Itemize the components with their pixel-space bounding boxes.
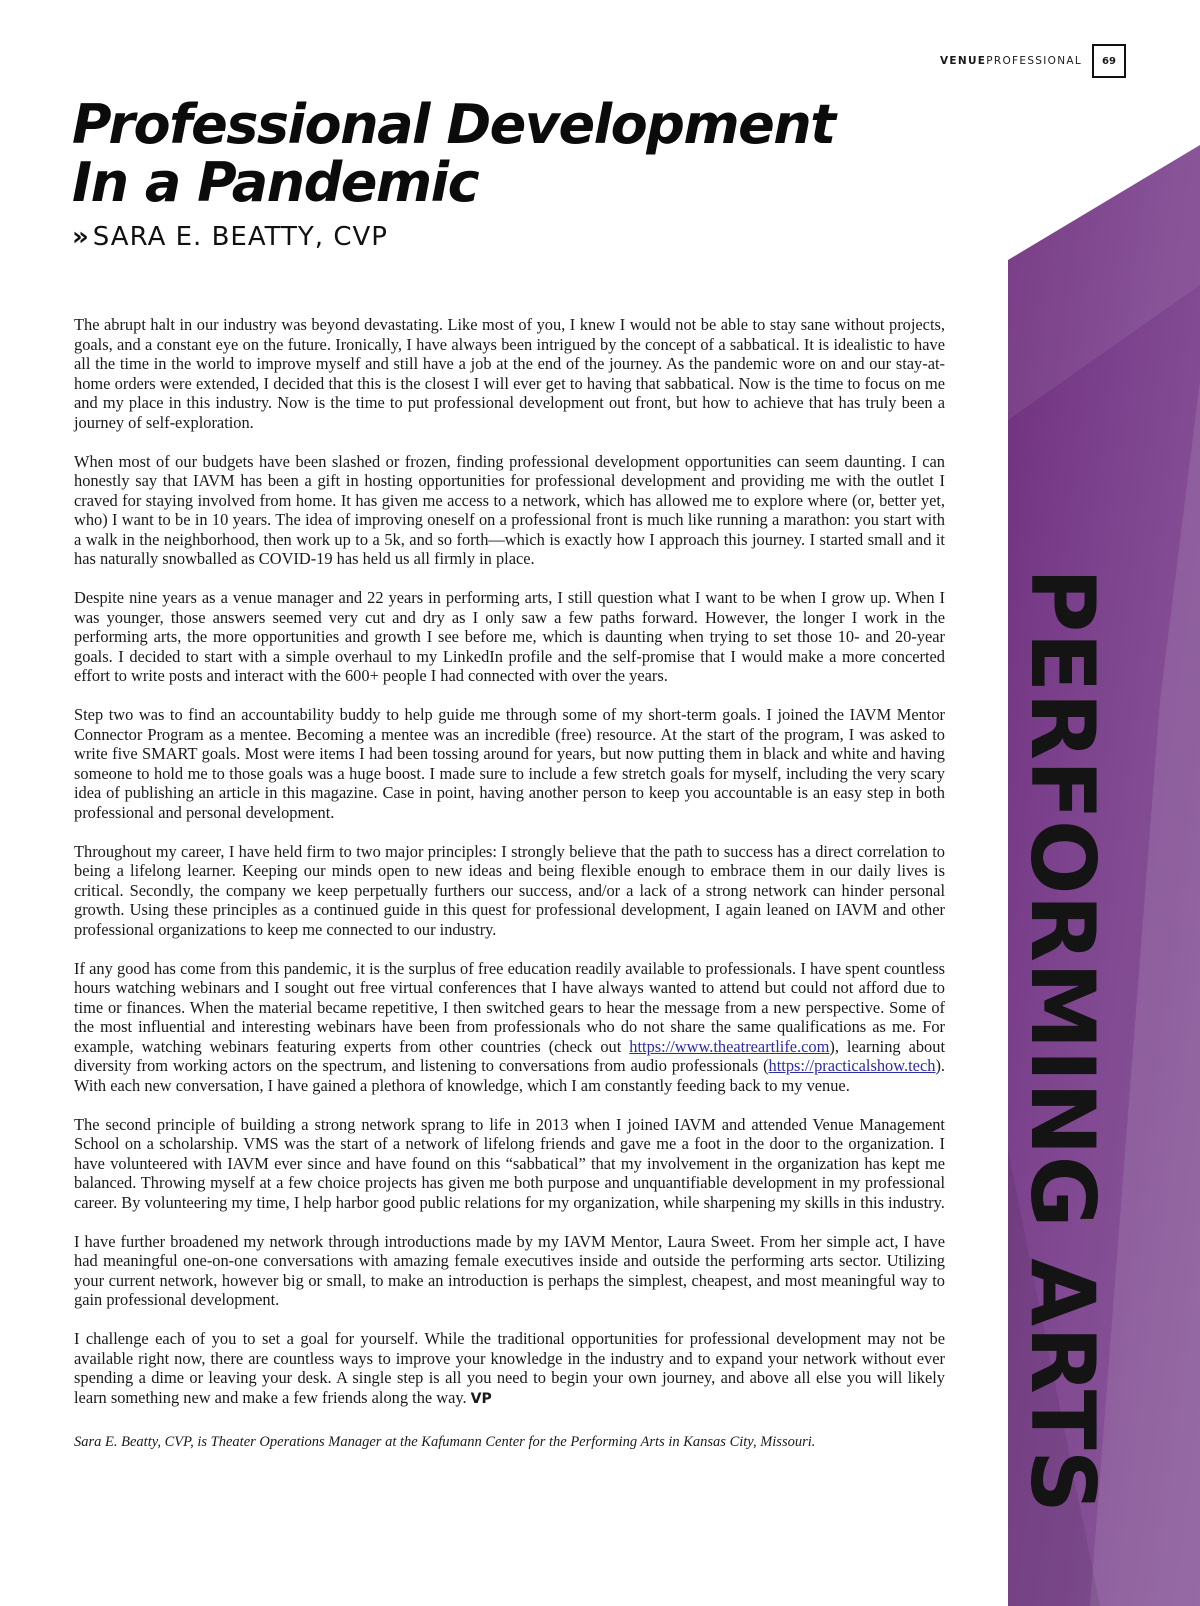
author-name: SARA E. BEATTY, CVP [92, 222, 388, 252]
brand-bold: VENUE [939, 55, 987, 67]
author-bio: Sara E. Beatty, CVP, is Theater Operations Manager at the Kafumann Center for the Performing Arts in Kansas City, Missouri. [74, 1434, 816, 1450]
article-body [74, 315, 945, 1472]
paragraph-text: ). With each new conversation, I have gained a plethora of knowledge, which I am constantly feeding back to my venue. [74, 1056, 945, 1095]
paragraph-with-links [74, 959, 945, 1096]
paragraph-text: If any good has come from this pandemic, it is the surplus of free education readily available to professionals. I have spent countless hours watching webinars and I sought out free virtual conferences that I have always wanted to attend but could not afford due to time or finances. When the material became repetitive, I then switched gears to hear the message from a new perspective. Some of the most influential and interesting webinars have been from professionals who do not share the same qualifications as me. For example, watching webinars featuring experts from other countries (check out [74, 958, 945, 1056]
byline-chevron-icon: » [72, 222, 87, 252]
paragraph: When most of our budgets have been slashed or frozen, finding professional development opportunities can seem daunting. I can honestly say that IAVM has been a gift in hosting opportunities for professional development and providing me with the outlet I craved for staying involved from home. It has given me access to a network, which has allowed me to explore where (or, better yet, who) I want to be in 10 years. The idea of improving oneself on a professional front is much like running a marathon: you start with a walk in the neighborhood, then work up to a 5k, and so forth—which is exactly how I approach this journey. I started small and it has naturally snowballed as COVID-19 has held us all firmly in place. [74, 451, 945, 568]
practicalshow-link[interactable]: https://practicalshow.tech [768, 1056, 936, 1075]
paragraph-final [74, 1329, 945, 1409]
paragraph: The second principle of building a strong network sprang to life in 2013 when I joined IAVM and attended Venue Management School on a scholarship. VMS was the start of a network of lifelong friends and gave me a foot in the door to the organization. I have volunteered with IAVM ever since and have found on this “sabbatical” that my involvement in the organization has kept me balanced. Throwing myself at a few choice projects has given me both purpose and unquantifiable development in my professional career. By volunteering my time, I help harbor good public relations for my organization, while sharpening my skills in this industry. [74, 1114, 945, 1212]
sidebar-label: PERFORMING ARTS [1011, 568, 1114, 1516]
paragraph: Throughout my career, I have held firm to two major principles: I strongly believe that the path to success has a direct correlation to being a lifelong learner. Keeping our minds open to new ideas and being flexible enough to embrace them in our daily lives is critical. Secondly, the company we keep perpetually furthers our success, and/or a lack of a strong network can hinder personal growth. Using these principles as a continued guide in this quest for professional development, I again leaned on IAVM and other professional organizations to keep me connected to our industry. [74, 841, 945, 939]
paragraph: Despite nine years as a venue manager and 22 years in performing arts, I still question what I want to be when I grow up. When I was younger, those answers seemed very cut and dry as I only saw a few paths forward. However, the longer I work in the performing arts, the more opportunities and growth I see before me, which is daunting when trying to set those 10- and 20-year goals. I decided to start with a simple overhaul to my LinkedIn profile and the self-promise that I would make a more concerted effort to write posts and interact with the 600+ people I had connected with over the years. [74, 588, 945, 685]
page-number: 69 [1092, 44, 1126, 78]
theatreartlife-link[interactable]: https://www.theatreartlife.com [629, 1036, 830, 1056]
paragraph-text: I challenge each of you to set a goal for yourself. While the traditional opportunities for professional development may not be available right now, there are countless ways to improve your knowledge in the industry and to expand your network without ever spending a dime or leaving your desk. A single step is all you need to begin your own journey, and above all else you will likely learn something new and make a few friends along the way. [74, 1329, 945, 1407]
paragraph-text: ), learning about diversity from working actors on the spectrum, and listening to conversations from audio professionals ( [74, 1036, 945, 1075]
paragraph: I have further broadened my network through introductions made by my IAVM Mentor, Laura Sweet. From her simple act, I have had meaningful one-on-one conversations with amazing female executives inside and outside the performing arts sector. Utilizing your current network, however big or small, to make an introduction is perhaps the simplest, cheapest, and most meaningful way to gain professional development. [74, 1231, 945, 1309]
end-mark: VP [470, 1390, 492, 1407]
paragraph: Step two was to find an accountability buddy to help guide me through some of my short-term goals. I joined the IAVM Mentor Connector Program as a mentee. Becoming a mentee was an incredible (free) resource. At the start of the program, I was asked to write five SMART goals. Most were items I had been tossing around for years, but now putting them in black and white and having someone to hold me to those goals was a huge boost. I made sure to include a few stretch goals for myself, including the very scary idea of publishing an article in this magazine. Case in point, having another person to keep you accountable is an easy step in both professional and personal development. [74, 705, 945, 822]
title-line-2: In a Pandemic [72, 151, 479, 214]
paragraph: The abrupt halt in our industry was beyond devastating. Like most of you, I knew I would not be able to stay sane without projects, goals, and a constant eye on the future. Ironically, I have always been intrigued by the concept of a sabbatical. It is idealistic to have all the time in the world to improve myself and still have a job at the end of the journey. As the pandemic wore on and our stay-at-home orders were extended, I decided that this is the closest I will ever get to having that sabbatical. Now is the time to focus on me and my place in this industry. Now is the time to put professional development out front, but how to achieve that has truly been a journey of self-exploration. [74, 315, 945, 432]
title-line-1: Professional Development [72, 93, 835, 156]
brand-light: PROFESSIONAL [986, 55, 1082, 67]
